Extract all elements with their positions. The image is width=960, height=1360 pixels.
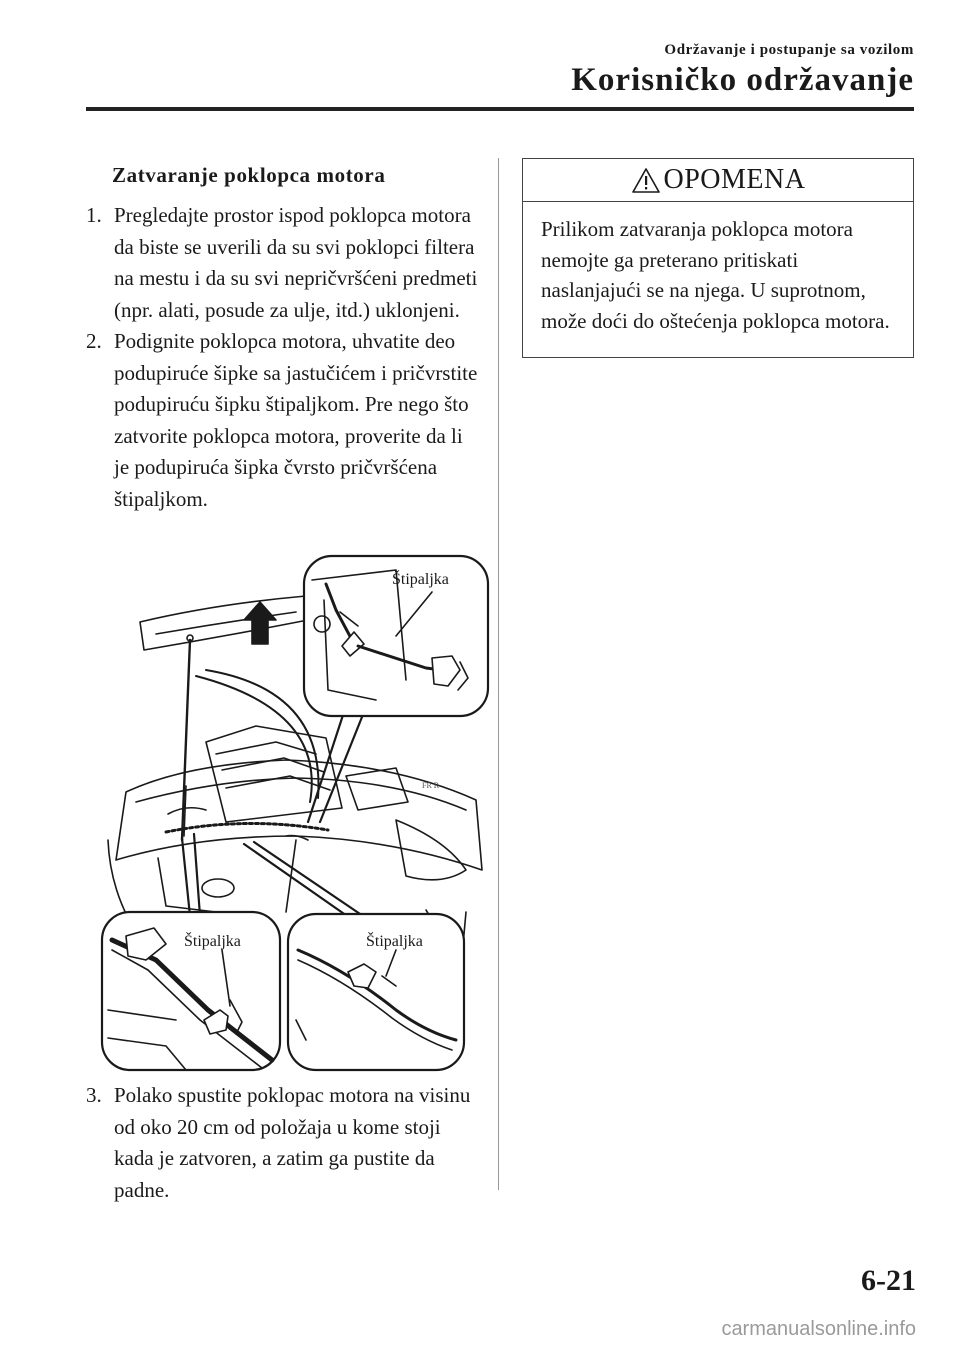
step-number: 3. (86, 1083, 102, 1107)
warning-box (522, 158, 914, 358)
step-2 (86, 326, 478, 515)
watermark: carmanualsonline.info (721, 1318, 916, 1340)
step-number: 1. (86, 203, 102, 227)
clip-label-bottom-left: Štipaljka (184, 933, 241, 950)
steps-list (86, 200, 478, 515)
clip-label-bottom-right: Štipaljka (366, 933, 423, 950)
step-text: Pregledajte prostor ispod poklopca motora da biste se uverili da su svi poklopci filtera na mestu i da su svi nepričvršćeni predmeti (npr. alati, posude za ulje, itd.) uklonjeni. (114, 203, 478, 322)
step-text: Podignite poklopca motora, uhvatite deo podupiruće šipke sa jastučićem i pričvrstite podupiruću šipku štipaljkom. Pre nego što zatvorite poklopca motora, proverite da li je podupiruća šipka čvrsto pričvršćena štipaljkom. (114, 329, 478, 511)
warning-triangle-icon (631, 166, 661, 194)
svg-text:FR R: FR R (422, 781, 440, 790)
hood-prop-rod-illustration (96, 540, 496, 1080)
section-heading: Zatvaranje poklopca motora (112, 163, 386, 187)
page-number: 6-21 (861, 1264, 916, 1297)
warning-title: OPOMENA (663, 164, 806, 195)
step-1 (86, 200, 478, 326)
step-number: 2. (86, 329, 102, 353)
warning-header (523, 159, 913, 202)
header-rule (86, 107, 914, 111)
inset-bottom-left-clip (102, 912, 280, 1070)
step-3 (86, 1080, 478, 1206)
inset-bottom-right-clip (288, 914, 464, 1070)
inset-top-clip (304, 556, 488, 716)
header-chapter: Održavanje i postupanje sa vozilom (664, 42, 914, 58)
column-divider (498, 158, 499, 1190)
warning-text: Prilikom zatvaranja poklopca motora nemojte ga preterano pritiskati naslanjajući se na njega. U suprotnom, može doći do oštećenja poklopca motora. (541, 217, 890, 333)
clip-label-top: Štipaljka (392, 571, 449, 588)
header-section-title: Korisničko održavanje (571, 62, 914, 98)
step-text: Polako spustite poklopac motora na visinu od oko 20 cm od položaja u kome stoji kada je zatvoren, a zatim ga pustite da padne. (114, 1083, 471, 1202)
